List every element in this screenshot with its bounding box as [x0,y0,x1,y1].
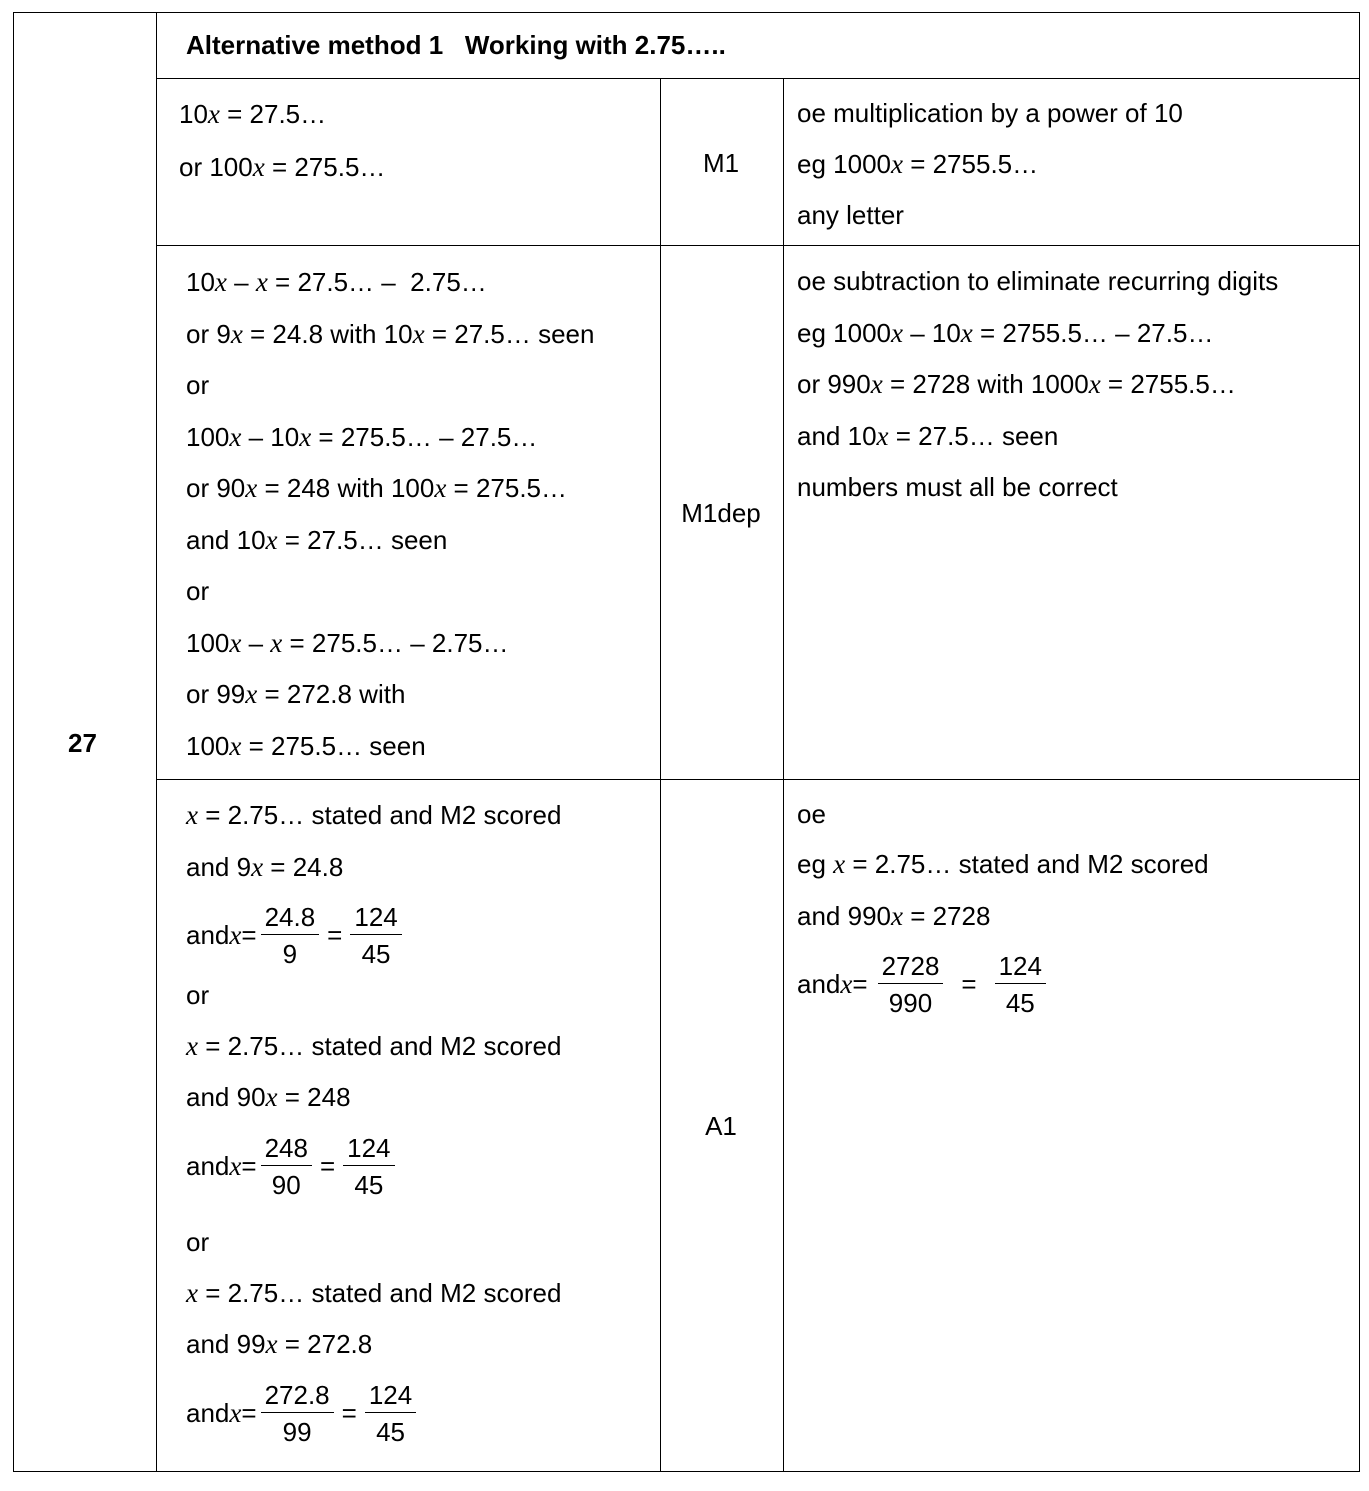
working-line: or 9x = 24.8 with 10x = 27.5… seen [186,318,595,349]
working-line: 100x = 275.5… seen [186,730,426,761]
comment-line: and 10x = 27.5… seen [797,420,1059,451]
fraction-line: and x = $\frac{24.8}{9}$ = $\frac{124}{45}$ [186,902,406,969]
comment-line: oe multiplication by a power of 10 [797,98,1183,128]
mark-code: M1 [702,148,740,178]
working-line: and 99x = 272.8 [186,1329,373,1359]
working-line: or [186,980,210,1010]
comment-line: oe [797,799,826,829]
column-divider [783,78,784,1472]
working-line: or 99x = 272.8 with [186,679,406,709]
comment-line: eg 1000x = 2755.5… [797,149,1039,179]
working-line: and 90x = 248 [186,1082,351,1112]
working-line: x = 2.75… stated and M2 scored [186,1031,562,1061]
working-line: 10x – x = 27.5… – 2.75… [186,267,487,297]
fraction-line: and x = $\frac{272.8}{99}$ = $\frac{124}{45}$ [186,1380,420,1447]
comment-line: eg 1000x – 10x = 2755.5… – 27.5… [797,317,1214,348]
fraction-line: and x = $\frac{2728}{990}$ = $\frac{124}{45}$ [797,951,1050,1018]
working-line: and 10x = 27.5… seen [186,524,448,555]
working-line: and 9x = 24.8 [186,852,344,882]
row-divider [156,779,1360,780]
row-divider [156,245,1360,246]
row-divider [156,78,1360,79]
mark-code: M1dep [681,498,761,528]
column-divider [660,78,661,1472]
working-line: or [186,370,210,400]
working-line: 100x – 10x = 275.5… – 27.5… [186,421,538,452]
working-line: or 90x = 248 with 100x = 275.5… [186,473,568,503]
comment-line: any letter [797,200,904,230]
working-line: or [186,1227,210,1257]
question-number: 27 [68,728,97,758]
working-line: 10x = 27.5… [179,99,327,129]
comment-line: numbers must all be correct [797,472,1118,502]
comment-line: or 990x = 2728 with 1000x = 2755.5… [797,369,1236,399]
working-line: or 100x = 275.5… [179,152,386,182]
working-line: x = 2.75… stated and M2 scored [186,800,562,830]
mark-code: A1 [705,1111,737,1141]
working-line: or [186,576,210,606]
comment-line: and 990x = 2728 [797,901,991,931]
fraction-line: and x = $\frac{248}{90}$ = $\frac{124}{45}$ [186,1133,399,1200]
comment-line: oe subtraction to eliminate recurring digits [797,266,1279,296]
comment-line: eg x = 2.75… stated and M2 scored [797,849,1209,879]
working-line: 100x – x = 275.5… – 2.75… [186,627,509,658]
working-line: x = 2.75… stated and M2 scored [186,1278,562,1308]
column-divider [156,12,157,1472]
method-header: Alternative method 1 Working with 2.75….. [186,30,726,60]
